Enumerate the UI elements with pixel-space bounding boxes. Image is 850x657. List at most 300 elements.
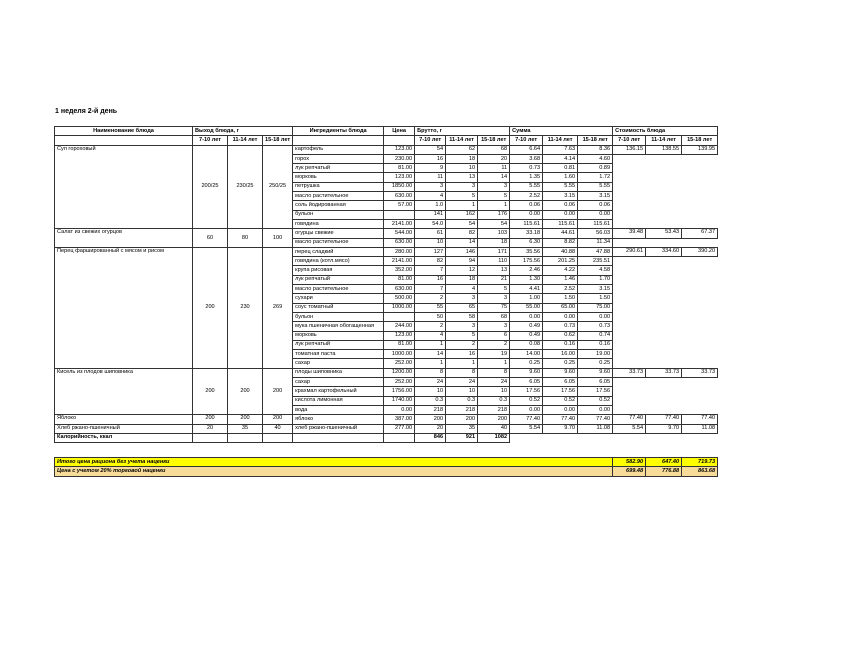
gross-weight: 0.3 — [415, 396, 446, 405]
gross-weight: 2 — [415, 322, 446, 331]
ingredient-price: 244.00 — [384, 322, 415, 331]
ingredient-price: 277.00 — [384, 424, 415, 433]
total-value: 863.68 — [682, 467, 718, 476]
ingredient-sum: 17.56 — [543, 387, 578, 396]
empty-cell — [646, 182, 682, 191]
subheader-age: 15-18 лет — [263, 136, 293, 145]
dish-yield: 200 — [228, 368, 263, 414]
calories-label: Калорийность, ккал — [55, 433, 193, 442]
empty-cell — [646, 154, 682, 163]
gross-weight: 62 — [446, 145, 478, 154]
ingredient-price: 630.00 — [384, 192, 415, 201]
ingredient-price: 81.00 — [384, 340, 415, 349]
gross-weight: 13 — [446, 173, 478, 182]
gross-weight: 20 — [415, 424, 446, 433]
ingredient-name: яблоко — [293, 415, 384, 424]
ingredient-name: томатная паста — [293, 350, 384, 359]
ingredient-sum: 6.64 — [510, 145, 543, 154]
ingredient-sum: 6.30 — [510, 238, 543, 247]
gross-weight: 162 — [446, 210, 478, 219]
ingredient-sum: 4.22 — [543, 266, 578, 275]
gross-weight: 68 — [478, 145, 510, 154]
ingredient-sum: 1.60 — [543, 173, 578, 182]
gross-weight: 8 — [415, 368, 446, 377]
empty-cell — [646, 396, 682, 405]
gross-weight: 11 — [478, 164, 510, 173]
dish-name: Перец фаршированный с мясом и рисом — [55, 247, 193, 368]
total-value: 582.90 — [613, 458, 646, 467]
ingredient-name: картофель — [293, 145, 384, 154]
gross-weight: 75 — [478, 303, 510, 312]
empty-cell — [646, 192, 682, 201]
gross-weight: 54 — [415, 145, 446, 154]
gross-weight: 58 — [446, 312, 478, 321]
ingredient-price: 2141.00 — [384, 219, 415, 228]
gross-weight: 5 — [446, 192, 478, 201]
subheader-age: 7-10 лет — [415, 136, 446, 145]
ingredient-price: 1850.00 — [384, 182, 415, 191]
empty-cell — [682, 173, 718, 182]
subheader-blank — [293, 136, 384, 145]
gross-weight: 200 — [446, 415, 478, 424]
empty-cell — [682, 303, 718, 312]
ingredient-price: 352.00 — [384, 266, 415, 275]
ingredient-name: бульон — [293, 312, 384, 321]
gross-weight: 1.0 — [415, 201, 446, 210]
ingredient-sum: 40.88 — [543, 247, 578, 256]
dish-cost: 33.73 — [646, 368, 682, 377]
empty-cell — [613, 201, 646, 210]
empty-cell — [613, 285, 646, 294]
ingredient-price: 252.00 — [384, 378, 415, 387]
empty-cell — [613, 359, 646, 368]
ingredient-name: говядина (котл.мясо) — [293, 257, 384, 266]
ingredient-price: 252.00 — [384, 359, 415, 368]
empty-cell — [682, 331, 718, 340]
ingredient-sum: 4.60 — [578, 154, 613, 163]
dish-cost: 136.15 — [613, 145, 646, 154]
ingredient-sum: 0.81 — [543, 164, 578, 173]
empty-cell — [613, 219, 646, 228]
dish-cost: 53.43 — [646, 229, 682, 238]
calories-row — [55, 433, 718, 442]
ingredient-sum: 0.74 — [578, 331, 613, 340]
subheader-age: 15-18 лет — [478, 136, 510, 145]
dish-name: Яблоко — [55, 415, 193, 424]
gross-weight: 1 — [446, 359, 478, 368]
empty-cell — [613, 322, 646, 331]
gross-weight: 200 — [415, 415, 446, 424]
ingredient-name: морковь — [293, 173, 384, 182]
gross-weight: 10 — [446, 164, 478, 173]
gross-weight: 16 — [415, 275, 446, 284]
header-price: Цена — [384, 127, 415, 136]
ingredient-row — [55, 424, 718, 433]
dish-cost: 138.55 — [646, 145, 682, 154]
dish-name: Салат из свежих огурцов — [55, 229, 193, 248]
empty-cell — [646, 285, 682, 294]
gross-weight: 3 — [478, 322, 510, 331]
ingredient-sum: 1.35 — [510, 173, 543, 182]
empty-cell — [682, 322, 718, 331]
ingredient-row — [55, 368, 718, 377]
empty-cell — [646, 210, 682, 219]
ingredient-price: 387.00 — [384, 415, 415, 424]
gross-weight: 3 — [446, 294, 478, 303]
subheader-age: 15-18 лет — [682, 136, 718, 145]
ingredient-sum: 1.00 — [510, 294, 543, 303]
dish-yield: 40 — [263, 424, 293, 433]
ingredient-sum: 75.00 — [578, 303, 613, 312]
subheader-age: 11-14 лет — [228, 136, 263, 145]
empty-cell — [613, 210, 646, 219]
gross-weight: 1 — [478, 201, 510, 210]
gross-weight: 8 — [478, 368, 510, 377]
dish-cost: 139.95 — [682, 145, 718, 154]
ingredient-sum: 0.89 — [578, 164, 613, 173]
dish-yield: 80 — [228, 229, 263, 248]
subheader-age: 7-10 лет — [193, 136, 228, 145]
total-label: Цена с учетом 20% торговой наценки — [55, 467, 613, 476]
empty-cell — [646, 257, 682, 266]
header-yield: Выход блюда, г — [193, 127, 293, 136]
ingredient-sum: 3.68 — [510, 154, 543, 163]
gross-weight: 94 — [446, 257, 478, 266]
ingredient-sum: 17.56 — [578, 387, 613, 396]
gross-weight: 4 — [415, 192, 446, 201]
ingredient-sum: 3.15 — [578, 192, 613, 201]
ingredient-sum: 0.00 — [578, 210, 613, 219]
ingredient-row — [55, 415, 718, 424]
gross-weight: 5 — [478, 285, 510, 294]
ingredient-sum: 1.46 — [543, 275, 578, 284]
ingredient-price: 0.00 — [384, 405, 415, 414]
ingredient-sum: 55.00 — [510, 303, 543, 312]
dish-name: Суп гороховый — [55, 145, 193, 229]
gross-weight: 10 — [446, 387, 478, 396]
gross-weight: 18 — [446, 154, 478, 163]
ingredient-name: вода — [293, 405, 384, 414]
total-value: 699.48 — [613, 467, 646, 476]
gross-weight: 8 — [446, 368, 478, 377]
ingredient-name: петрушка — [293, 182, 384, 191]
sheet-title: 1 неделя 2-й день — [55, 108, 118, 115]
dish-cost: 33.73 — [613, 368, 646, 377]
ingredient-sum: 8.36 — [578, 145, 613, 154]
empty-cell — [646, 201, 682, 210]
ingredient-name: кислота лимонная — [293, 396, 384, 405]
empty-cell — [646, 331, 682, 340]
empty-cell — [682, 192, 718, 201]
dish-cost: 5.54 — [613, 424, 646, 433]
header-cost: Стоимость блюда — [613, 127, 718, 136]
empty-cell — [682, 257, 718, 266]
calories-value: 921 — [446, 433, 478, 442]
ingredient-sum: 0.06 — [543, 201, 578, 210]
gross-weight: 3 — [415, 182, 446, 191]
ingredient-name: бульон — [293, 210, 384, 219]
ingredient-sum: 77.40 — [543, 415, 578, 424]
empty-cell — [613, 312, 646, 321]
ingredient-sum: 0.52 — [578, 396, 613, 405]
ingredient-sum: 0.73 — [578, 322, 613, 331]
empty-cell — [613, 378, 646, 387]
ingredient-sum: 115.61 — [578, 219, 613, 228]
ingredient-name: огурцы свежие — [293, 229, 384, 238]
empty-cell — [613, 433, 646, 442]
empty-cell — [543, 433, 578, 442]
header-gross: Брутто, г — [415, 127, 510, 136]
ingredient-sum: 44.61 — [543, 229, 578, 238]
ingredient-sum: 0.25 — [510, 359, 543, 368]
ingredient-name: морковь — [293, 331, 384, 340]
gross-weight: 13 — [478, 266, 510, 275]
dish-yield: 200/25 — [193, 145, 228, 229]
gross-weight: 68 — [478, 312, 510, 321]
gross-weight: 171 — [478, 247, 510, 256]
ingredient-sum: 3.15 — [543, 192, 578, 201]
dish-yield: 200 — [193, 368, 228, 414]
ingredient-name: соль йодированная — [293, 201, 384, 210]
empty-cell — [613, 192, 646, 201]
ingredient-sum: 77.40 — [578, 415, 613, 424]
header-sum: Сумма — [510, 127, 613, 136]
ingredient-price: 123.00 — [384, 173, 415, 182]
dish-cost: 334.60 — [646, 247, 682, 256]
gross-weight: 82 — [446, 229, 478, 238]
gross-weight: 54.0 — [415, 219, 446, 228]
ingredient-sum: 175.56 — [510, 257, 543, 266]
empty-cell — [646, 164, 682, 173]
gross-weight: 18 — [478, 238, 510, 247]
gross-weight: 218 — [446, 405, 478, 414]
total-value: 776.88 — [646, 467, 682, 476]
dish-yield: 20 — [193, 424, 228, 433]
ingredient-sum: 235.51 — [578, 257, 613, 266]
ingredient-sum: 9.60 — [543, 368, 578, 377]
total-value: 719.73 — [682, 458, 718, 467]
dish-yield: 230 — [228, 247, 263, 368]
header-row — [55, 127, 718, 136]
gross-weight: 5 — [478, 192, 510, 201]
empty-cell — [646, 340, 682, 349]
ingredient-price: 544.00 — [384, 229, 415, 238]
ingredient-price: 81.00 — [384, 275, 415, 284]
gross-weight: 9 — [415, 164, 446, 173]
gross-weight: 24 — [478, 378, 510, 387]
gross-weight: 3 — [446, 182, 478, 191]
gross-weight: 0.3 — [446, 396, 478, 405]
gross-weight: 24 — [415, 378, 446, 387]
ingredient-row — [55, 145, 718, 154]
total-with-markup-row — [55, 467, 718, 476]
subheader-age: 11-14 лет — [543, 136, 578, 145]
ingredient-price: 1000.00 — [384, 303, 415, 312]
gross-weight: 18 — [446, 275, 478, 284]
ingredient-name: масло растительное — [293, 238, 384, 247]
gross-weight: 218 — [478, 405, 510, 414]
gross-weight: 176 — [478, 210, 510, 219]
gross-weight: 218 — [415, 405, 446, 414]
gross-weight: 3 — [478, 294, 510, 303]
empty-cell — [646, 294, 682, 303]
ingredient-sum: 0.49 — [510, 322, 543, 331]
empty-cell — [682, 405, 718, 414]
gross-weight: 55 — [415, 303, 446, 312]
subheader-row — [55, 136, 718, 145]
ingredient-sum: 0.25 — [543, 359, 578, 368]
dish-name: Хлеб ржано-пшеничный — [55, 424, 193, 433]
ingredient-sum: 5.55 — [543, 182, 578, 191]
ingredient-sum: 56.03 — [578, 229, 613, 238]
gross-weight: 21 — [478, 275, 510, 284]
ingredient-sum: 0.62 — [543, 331, 578, 340]
gross-weight: 19 — [478, 350, 510, 359]
subheader-age: 7-10 лет — [510, 136, 543, 145]
menu-table — [54, 126, 718, 477]
ingredient-sum: 6.05 — [578, 378, 613, 387]
ingredient-sum: 1.50 — [578, 294, 613, 303]
empty-cell — [613, 173, 646, 182]
ingredient-sum: 77.40 — [510, 415, 543, 424]
subheader-age: 11-14 лет — [646, 136, 682, 145]
ingredient-sum: 0.06 — [578, 201, 613, 210]
ingredient-sum: 0.16 — [543, 340, 578, 349]
dish-name: Кисель из плодов шиповника — [55, 368, 193, 414]
dish-yield: 200 — [193, 247, 228, 368]
ingredient-sum: 9.60 — [578, 368, 613, 377]
dish-cost: 77.40 — [646, 415, 682, 424]
empty-cell — [682, 219, 718, 228]
ingredient-price: 123.00 — [384, 331, 415, 340]
ingredient-sum: 1.50 — [543, 294, 578, 303]
ingredient-sum: 0.00 — [510, 210, 543, 219]
ingredient-sum: 0.00 — [543, 312, 578, 321]
empty-cell — [193, 433, 228, 442]
gross-weight: 2 — [446, 340, 478, 349]
total-label: Итого цена рациона без учета наценки — [55, 458, 613, 467]
ingredient-sum: 9.60 — [510, 368, 543, 377]
empty-cell — [682, 154, 718, 163]
ingredient-sum: 0.16 — [578, 340, 613, 349]
ingredient-price: 123.00 — [384, 145, 415, 154]
gross-weight: 24 — [446, 378, 478, 387]
empty-cell — [682, 201, 718, 210]
ingredient-price: 1740.00 — [384, 396, 415, 405]
dish-cost: 67.37 — [682, 229, 718, 238]
empty-cell — [55, 443, 718, 458]
ingredient-sum: 0.73 — [510, 164, 543, 173]
gross-weight: 10 — [415, 387, 446, 396]
gross-weight: 14 — [446, 238, 478, 247]
empty-cell — [613, 303, 646, 312]
ingredient-sum: 11.08 — [578, 424, 613, 433]
ingredient-sum: 19.00 — [578, 350, 613, 359]
dish-cost: 33.73 — [682, 368, 718, 377]
spacer-row — [55, 443, 718, 458]
ingredient-sum: 7.63 — [543, 145, 578, 154]
empty-cell — [646, 275, 682, 284]
gross-weight: 20 — [478, 154, 510, 163]
empty-cell — [682, 238, 718, 247]
ingredient-price: 1756.00 — [384, 387, 415, 396]
empty-cell — [646, 266, 682, 275]
gross-weight: 12 — [446, 266, 478, 275]
empty-cell — [613, 294, 646, 303]
gross-weight: 2 — [478, 340, 510, 349]
ingredient-sum: 0.06 — [510, 201, 543, 210]
ingredient-price: 630.00 — [384, 238, 415, 247]
empty-cell — [682, 340, 718, 349]
empty-cell — [228, 433, 263, 442]
ingredient-sum: 33.18 — [510, 229, 543, 238]
gross-weight: 1 — [415, 359, 446, 368]
ingredient-sum: 5.55 — [578, 182, 613, 191]
ingredient-sum: 0.52 — [510, 396, 543, 405]
ingredient-price: 1000.00 — [384, 350, 415, 359]
ingredient-sum: 35.56 — [510, 247, 543, 256]
ingredient-sum: 1.70 — [578, 275, 613, 284]
ingredient-name: перец сладкий — [293, 247, 384, 256]
ingredient-sum: 115.61 — [510, 219, 543, 228]
header-dish: Наименование блюда — [55, 127, 193, 136]
ingredient-sum: 2.52 — [543, 285, 578, 294]
gross-weight: 0.3 — [478, 396, 510, 405]
ingredient-sum: 1.30 — [510, 275, 543, 284]
gross-weight: 1 — [478, 359, 510, 368]
gross-weight: 65 — [446, 303, 478, 312]
ingredient-sum: 2.52 — [510, 192, 543, 201]
ingredient-sum: 3.15 — [578, 285, 613, 294]
ingredient-sum: 0.00 — [543, 210, 578, 219]
ingredient-name: сухари — [293, 294, 384, 303]
calories-value: 846 — [415, 433, 446, 442]
gross-weight: 61 — [415, 229, 446, 238]
empty-cell — [613, 331, 646, 340]
ingredient-sum: 0.00 — [578, 405, 613, 414]
gross-weight: 110 — [478, 257, 510, 266]
ingredient-sum: 1.72 — [578, 173, 613, 182]
ingredient-name: сахар — [293, 378, 384, 387]
dish-cost: 77.40 — [613, 415, 646, 424]
ingredient-sum: 0.52 — [543, 396, 578, 405]
ingredient-sum: 6.05 — [510, 378, 543, 387]
ingredient-sum: 0.73 — [543, 322, 578, 331]
ingredient-sum: 115.61 — [543, 219, 578, 228]
subheader-blank — [384, 136, 415, 145]
empty-cell — [646, 238, 682, 247]
subheader-blank — [55, 136, 193, 145]
gross-weight: 1 — [415, 340, 446, 349]
ingredient-price: 2141.00 — [384, 257, 415, 266]
gross-weight: 1 — [446, 201, 478, 210]
empty-cell — [646, 359, 682, 368]
ingredient-sum: 0.00 — [543, 405, 578, 414]
ingredient-sum: 14.00 — [510, 350, 543, 359]
gross-weight: 14 — [478, 173, 510, 182]
empty-cell — [682, 433, 718, 442]
gross-weight: 10 — [478, 387, 510, 396]
empty-cell — [646, 312, 682, 321]
dish-yield: 200 — [228, 415, 263, 424]
gross-weight: 7 — [415, 266, 446, 275]
dish-yield: 100 — [263, 229, 293, 248]
table-body — [55, 127, 718, 477]
dish-yield: 269 — [263, 247, 293, 368]
gross-weight: 7 — [415, 285, 446, 294]
empty-cell — [613, 350, 646, 359]
empty-cell — [613, 154, 646, 163]
